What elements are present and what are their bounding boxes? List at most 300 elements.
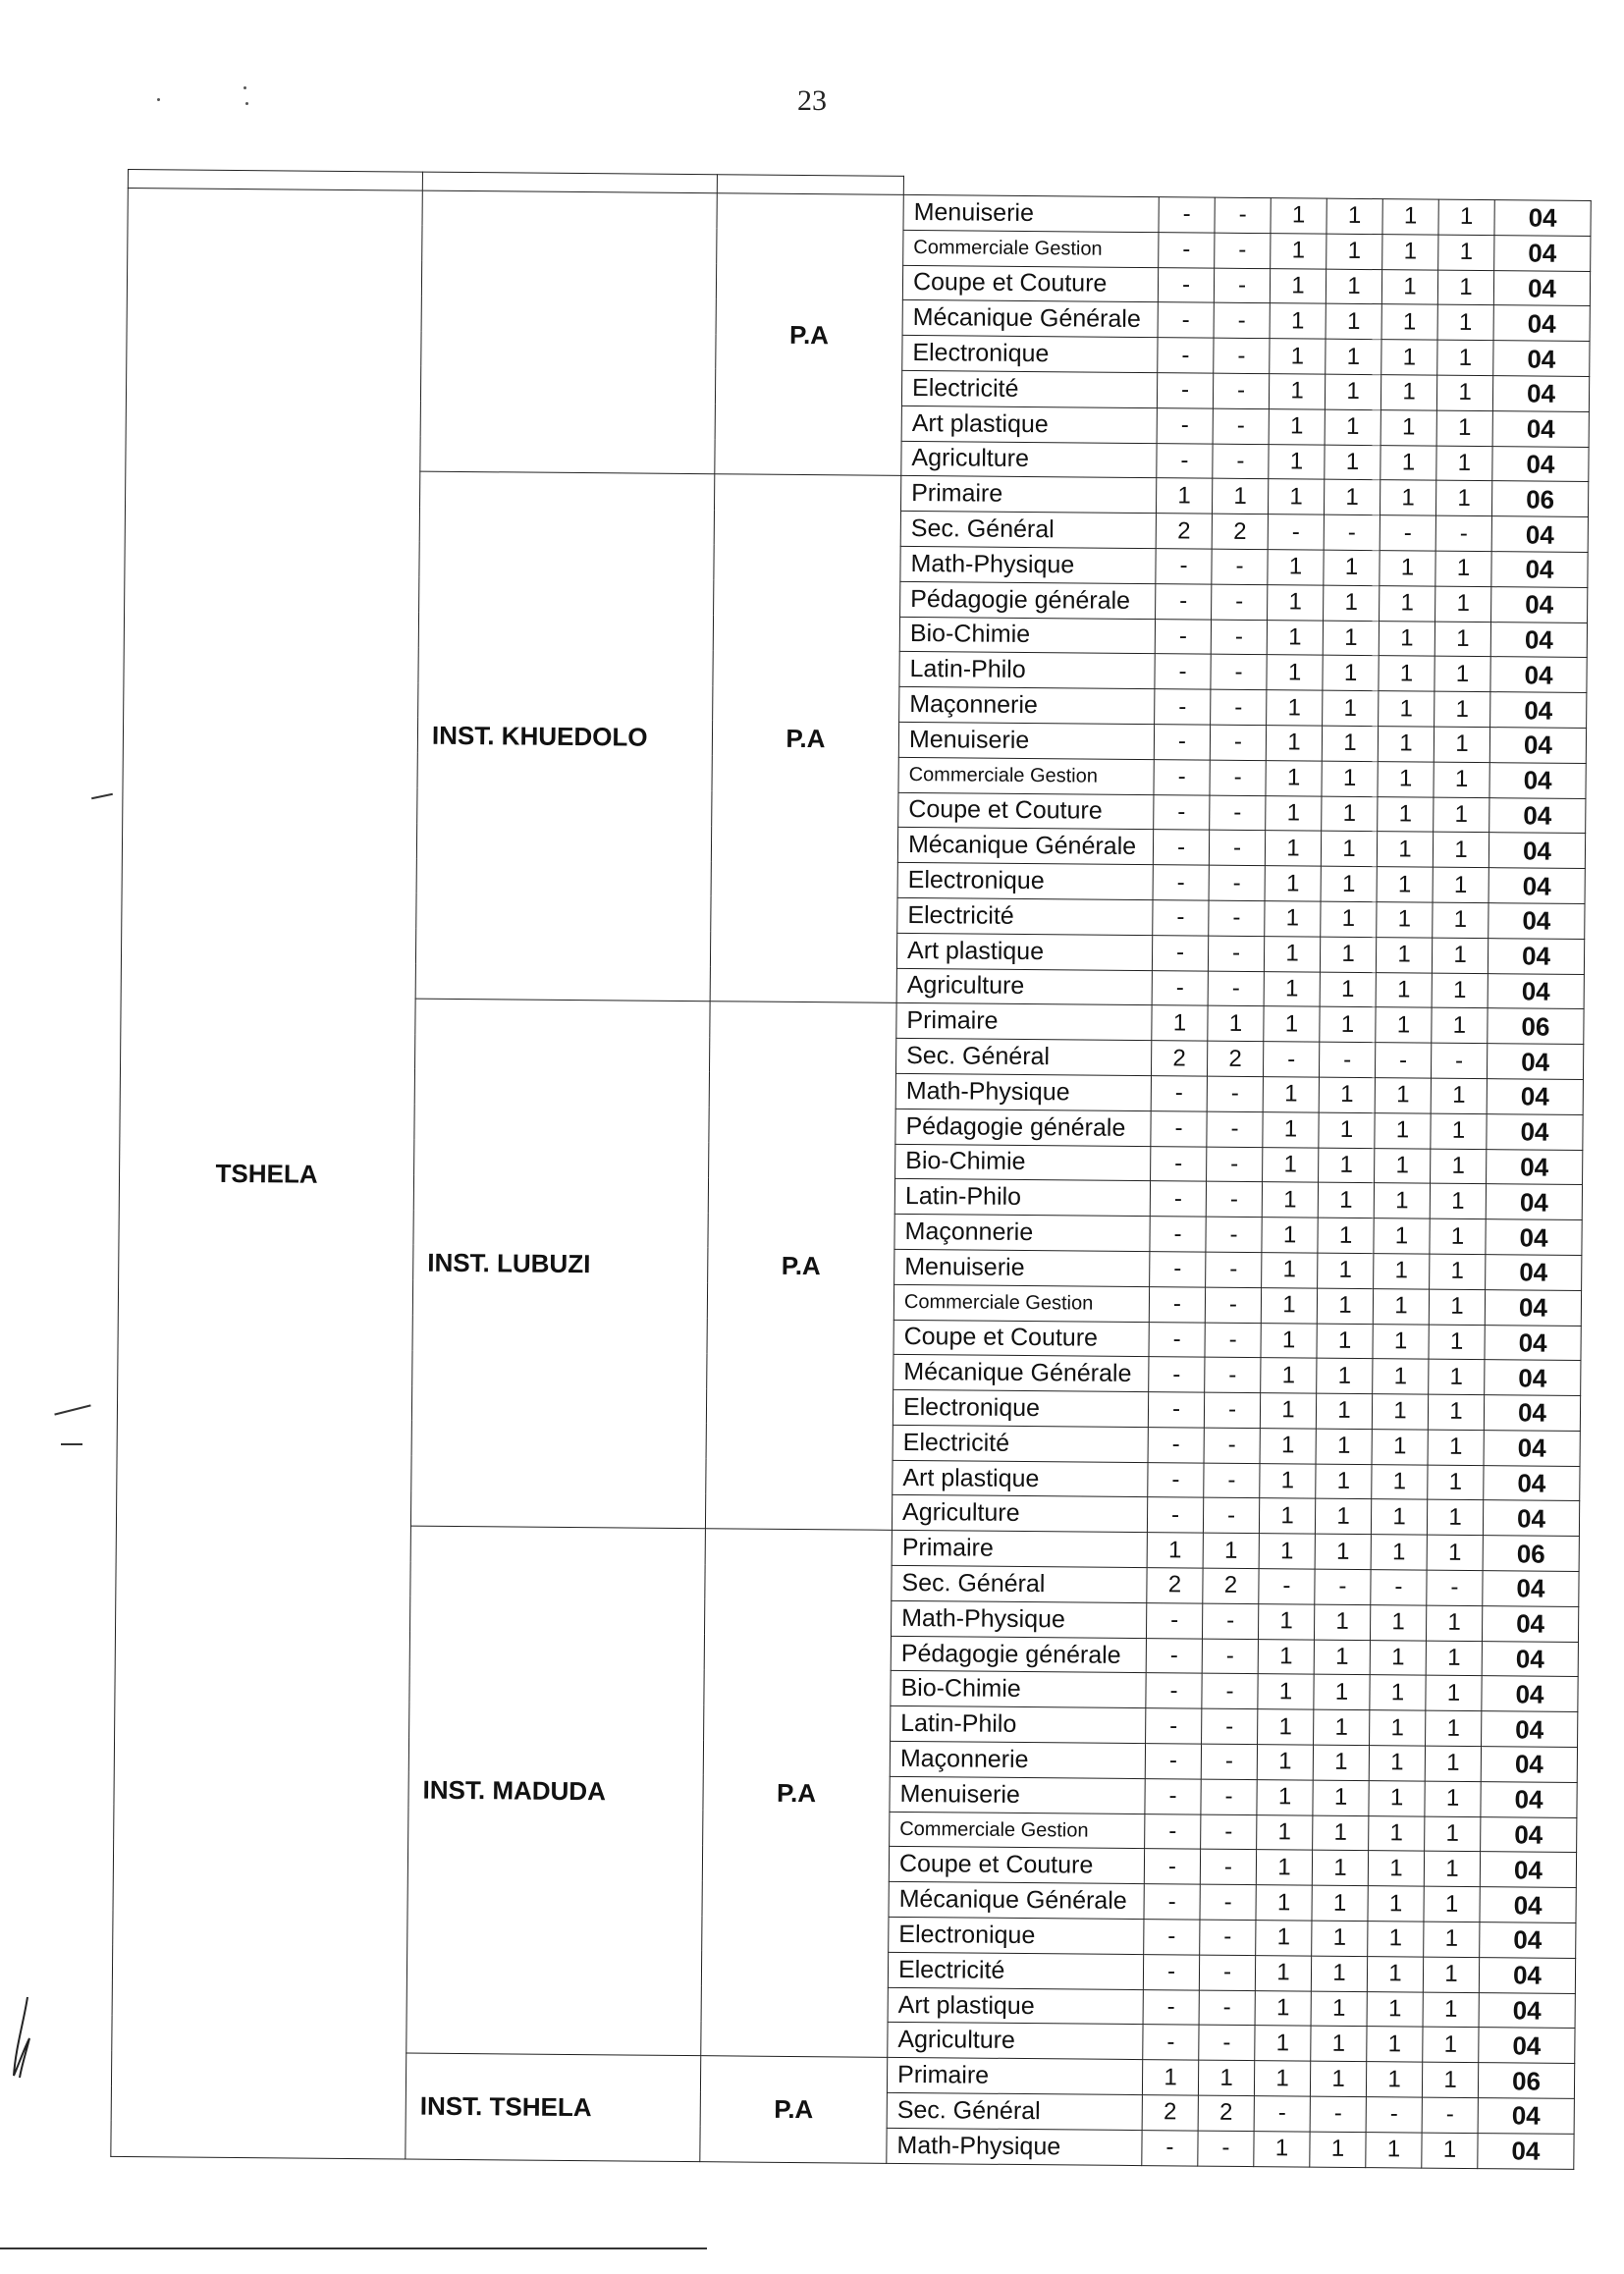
- class-count-cell: 1: [1265, 866, 1321, 901]
- class-count-cell: -: [1157, 407, 1213, 443]
- class-count-cell: -: [1209, 830, 1265, 865]
- total-cell: 04: [1489, 903, 1585, 940]
- class-count-cell: 1: [1316, 1393, 1372, 1429]
- total-cell: 04: [1489, 728, 1586, 764]
- class-count-cell: 1: [1257, 1814, 1313, 1850]
- class-count-cell: -: [1158, 302, 1214, 338]
- page-number: 23: [797, 84, 827, 117]
- class-count-cell: 1: [1433, 832, 1489, 867]
- class-count-cell: -: [1146, 1708, 1202, 1744]
- class-count-cell: -: [1210, 795, 1266, 831]
- class-count-cell: 1: [1266, 760, 1322, 795]
- class-count-cell: -: [1149, 1357, 1205, 1392]
- class-count-cell: 1: [1436, 446, 1492, 481]
- option-cell: Agriculture: [901, 441, 1157, 478]
- class-count-cell: -: [1146, 1638, 1202, 1673]
- class-count-cell: 1: [1156, 478, 1212, 514]
- class-count-cell: 1: [1374, 1254, 1430, 1289]
- class-count-cell: 1: [1326, 304, 1381, 340]
- class-count-cell: -: [1375, 1043, 1431, 1078]
- option-cell: Pédagogie générale: [891, 1636, 1146, 1673]
- class-count-cell: -: [1210, 725, 1266, 760]
- class-count-cell: 1: [1425, 1781, 1481, 1816]
- class-count-cell: 1: [1435, 691, 1490, 727]
- total-cell: 04: [1481, 1747, 1577, 1783]
- class-count-cell: 1: [1270, 268, 1326, 303]
- class-count-cell: 1: [1312, 1921, 1368, 1956]
- class-count-cell: -: [1205, 1287, 1261, 1323]
- class-count-cell: 1: [1372, 1394, 1428, 1430]
- class-count-cell: -: [1199, 1990, 1255, 2026]
- class-count-cell: -: [1431, 1043, 1487, 1078]
- class-count-cell: 1: [1269, 408, 1325, 444]
- table-row: [128, 189, 1591, 237]
- class-count-cell: 1: [1370, 1710, 1426, 1746]
- class-count-cell: -: [1147, 1497, 1203, 1533]
- total-cell: 04: [1482, 1641, 1578, 1677]
- total-cell: 04: [1491, 586, 1588, 623]
- total-cell: 04: [1478, 2133, 1574, 2169]
- class-count-cell: 1: [1435, 551, 1491, 586]
- class-count-cell: -: [1200, 1884, 1256, 1920]
- option-cell: Electricité: [901, 370, 1157, 407]
- total-cell: 04: [1485, 1325, 1581, 1361]
- class-count-cell: -: [1213, 444, 1269, 479]
- class-count-cell: 1: [1426, 1605, 1482, 1641]
- class-count-cell: 1: [1438, 199, 1494, 235]
- class-count-cell: -: [1310, 2096, 1366, 2132]
- class-count-cell: -: [1152, 935, 1208, 970]
- class-count-cell: 1: [1312, 1885, 1368, 1921]
- class-count-cell: -: [1151, 1076, 1207, 1111]
- class-count-cell: 1: [1431, 1113, 1487, 1149]
- class-count-cell: -: [1213, 373, 1269, 408]
- class-count-cell: 1: [1311, 2027, 1367, 2062]
- regime-cell: P.A: [701, 1529, 893, 2058]
- option-cell: Maçonnerie: [894, 1214, 1150, 1251]
- option-cell: Mécanique Générale: [893, 1355, 1149, 1392]
- scan-speck: [244, 86, 246, 89]
- class-count-cell: -: [1143, 1989, 1199, 2025]
- class-count-cell: 1: [1317, 1288, 1373, 1324]
- margin-pen-mark: [61, 1443, 82, 1445]
- total-cell: 04: [1483, 1500, 1579, 1537]
- class-count-cell: -: [1150, 1181, 1206, 1217]
- class-count-cell: 1: [1382, 234, 1438, 269]
- total-cell: 04: [1489, 833, 1585, 869]
- total-cell: 04: [1479, 1992, 1575, 2029]
- class-count-cell: -: [1145, 1814, 1201, 1849]
- class-count-cell: 1: [1271, 198, 1326, 234]
- class-count-cell: 1: [1436, 410, 1492, 446]
- class-count-cell: 1: [1437, 340, 1493, 375]
- class-count-cell: -: [1144, 1849, 1200, 1884]
- option-cell: Sec. Général: [892, 1565, 1147, 1602]
- option-cell: Math-Physique: [891, 1600, 1146, 1638]
- class-count-cell: 1: [1373, 1288, 1429, 1324]
- scan-speck: [245, 102, 248, 105]
- class-count-cell: 1: [1142, 2060, 1198, 2095]
- class-count-cell: -: [1214, 268, 1270, 303]
- class-count-cell: -: [1199, 1955, 1255, 1990]
- option-cell: Primaire: [896, 1003, 1152, 1041]
- option-cell: Maçonnerie: [890, 1741, 1145, 1778]
- total-cell: 04: [1493, 270, 1590, 306]
- total-cell: 04: [1494, 235, 1591, 271]
- class-count-cell: -: [1198, 2131, 1254, 2166]
- class-count-cell: 1: [1260, 1429, 1316, 1464]
- class-count-cell: 1: [1264, 971, 1320, 1006]
- class-count-cell: 1: [1428, 1465, 1484, 1500]
- total-cell: 04: [1488, 973, 1584, 1009]
- class-count-cell: 1: [1256, 1885, 1312, 1921]
- total-cell: 04: [1493, 305, 1590, 342]
- class-count-cell: -: [1158, 267, 1214, 302]
- school-name-cell: INST. LUBUZI: [410, 999, 710, 1529]
- class-count-cell: 1: [1317, 1358, 1373, 1393]
- class-count-cell: 1: [1368, 1886, 1424, 1922]
- class-count-cell: -: [1204, 1428, 1260, 1463]
- class-count-cell: 1: [1266, 726, 1322, 761]
- option-cell: Coupe et Couture: [893, 1320, 1149, 1357]
- total-cell: 04: [1479, 2028, 1575, 2064]
- total-cell: 04: [1492, 446, 1589, 482]
- total-cell: 04: [1486, 1184, 1582, 1220]
- class-count-cell: -: [1151, 1110, 1207, 1146]
- total-cell: 04: [1490, 692, 1587, 729]
- class-count-cell: 1: [1430, 1183, 1486, 1218]
- class-count-cell: 1: [1152, 1005, 1208, 1041]
- option-cell: Coupe et Couture: [889, 1847, 1144, 1884]
- class-count-cell: 2: [1207, 1041, 1263, 1076]
- total-cell: 04: [1487, 1149, 1583, 1185]
- class-count-cell: 1: [1311, 1991, 1367, 2027]
- class-count-cell: 1: [1381, 340, 1437, 375]
- class-count-cell: 1: [1256, 1921, 1312, 1956]
- class-count-cell: 1: [1434, 797, 1489, 833]
- class-count-cell: 1: [1435, 656, 1490, 691]
- class-count-cell: -: [1324, 514, 1380, 550]
- class-count-cell: 2: [1212, 514, 1268, 549]
- class-count-cell: 1: [1314, 1604, 1370, 1640]
- class-count-cell: 1: [1437, 270, 1493, 305]
- class-count-cell: -: [1202, 1708, 1258, 1744]
- option-cell: Maçonnerie: [899, 687, 1155, 725]
- class-count-cell: 1: [1266, 795, 1322, 831]
- total-cell: 04: [1482, 1711, 1578, 1748]
- class-count-cell: 1: [1316, 1429, 1372, 1464]
- class-count-cell: 1: [1369, 1815, 1425, 1851]
- class-count-cell: -: [1207, 1147, 1263, 1182]
- total-cell: 04: [1487, 1113, 1583, 1150]
- option-cell: Electricité: [888, 1952, 1143, 1989]
- class-count-cell: -: [1206, 1217, 1262, 1252]
- class-count-cell: -: [1151, 1146, 1207, 1181]
- school-name-cell: [420, 190, 717, 474]
- class-count-cell: -: [1366, 2097, 1422, 2133]
- class-count-cell: 1: [1422, 2133, 1478, 2168]
- total-cell: 06: [1483, 1536, 1579, 1572]
- class-count-cell: -: [1149, 1286, 1205, 1322]
- class-count-cell: 1: [1263, 1111, 1319, 1147]
- option-cell: Art plastique: [896, 933, 1152, 970]
- class-count-cell: -: [1201, 1814, 1257, 1850]
- class-count-cell: 1: [1313, 1780, 1369, 1815]
- initial-signature-mark: [6, 1993, 45, 2082]
- class-count-cell: 1: [1261, 1358, 1317, 1393]
- class-count-cell: -: [1380, 515, 1435, 551]
- class-count-cell: 1: [1313, 1815, 1369, 1851]
- class-count-cell: 1: [1324, 550, 1380, 585]
- option-cell: Latin-Philo: [899, 652, 1155, 689]
- class-count-cell: 1: [1378, 727, 1434, 762]
- class-count-cell: 1: [1375, 1112, 1431, 1148]
- class-count-cell: 1: [1427, 1535, 1483, 1570]
- class-count-cell: 1: [1268, 584, 1324, 620]
- class-count-cell: 1: [1265, 831, 1321, 866]
- total-cell: 04: [1489, 797, 1586, 834]
- total-cell: 06: [1488, 1008, 1584, 1045]
- option-cell: Commerciale Gestion: [903, 230, 1159, 267]
- class-count-cell: 1: [1260, 1463, 1316, 1498]
- header-cell: [717, 175, 903, 195]
- option-cell: Pédagogie générale: [895, 1109, 1151, 1146]
- class-count-cell: 1: [1198, 2060, 1254, 2095]
- total-cell: 04: [1492, 410, 1589, 447]
- class-count-cell: 1: [1203, 1533, 1259, 1568]
- total-cell: 04: [1493, 341, 1590, 377]
- class-count-cell: 1: [1429, 1325, 1485, 1360]
- class-count-cell: 1: [1264, 936, 1320, 971]
- option-cell: Latin-Philo: [894, 1179, 1150, 1217]
- option-cell: Mécanique Générale: [889, 1882, 1144, 1920]
- class-count-cell: 1: [1260, 1393, 1316, 1429]
- total-cell: 04: [1478, 2098, 1574, 2135]
- class-count-cell: 1: [1434, 762, 1489, 797]
- class-count-cell: 1: [1259, 1498, 1315, 1534]
- class-count-cell: 1: [1323, 656, 1379, 691]
- margin-pen-mark: [91, 793, 113, 800]
- allocation-table-sheet: [110, 169, 1592, 2170]
- class-count-cell: 1: [1435, 622, 1490, 657]
- total-cell: 04: [1480, 1922, 1576, 1959]
- class-count-cell: -: [1159, 197, 1215, 233]
- class-count-cell: 1: [1255, 1990, 1311, 2026]
- total-cell: 04: [1492, 376, 1589, 412]
- total-cell: 04: [1482, 1676, 1578, 1712]
- class-count-cell: 1: [1320, 937, 1376, 972]
- option-cell: Math-Physique: [900, 546, 1156, 583]
- class-count-cell: 1: [1424, 1886, 1480, 1922]
- total-cell: 04: [1484, 1395, 1580, 1432]
- class-count-cell: -: [1371, 1570, 1427, 1605]
- class-count-cell: 1: [1370, 1675, 1426, 1710]
- class-count-cell: -: [1155, 654, 1211, 689]
- class-count-cell: 1: [1319, 1148, 1375, 1183]
- class-count-cell: -: [1146, 1602, 1202, 1638]
- class-count-cell: -: [1153, 865, 1209, 900]
- class-count-cell: -: [1205, 1323, 1261, 1358]
- class-count-cell: 1: [1370, 1604, 1426, 1640]
- class-count-cell: 1: [1432, 973, 1488, 1008]
- class-count-cell: -: [1150, 1252, 1206, 1287]
- total-cell: 04: [1482, 1605, 1578, 1642]
- class-count-cell: 1: [1325, 374, 1380, 409]
- class-count-cell: 2: [1151, 1041, 1207, 1076]
- class-count-cell: -: [1211, 655, 1267, 690]
- class-count-cell: 1: [1373, 1324, 1429, 1359]
- option-cell: Sec. Général: [887, 2092, 1142, 2130]
- class-count-cell: 1: [1435, 481, 1491, 516]
- class-count-cell: 1: [1258, 1639, 1314, 1674]
- class-count-cell: 2: [1198, 2095, 1254, 2131]
- class-count-cell: 1: [1376, 972, 1432, 1007]
- class-count-cell: 1: [1258, 1603, 1314, 1639]
- class-count-cell: -: [1204, 1463, 1260, 1498]
- class-count-cell: 1: [1372, 1464, 1428, 1499]
- class-count-cell: -: [1156, 583, 1212, 619]
- class-count-cell: -: [1152, 970, 1208, 1005]
- class-count-cell: -: [1208, 971, 1264, 1006]
- footer-rule: [0, 2247, 707, 2249]
- total-cell: 04: [1485, 1289, 1581, 1326]
- option-cell: Menuiserie: [903, 194, 1159, 232]
- class-count-cell: 1: [1381, 304, 1437, 340]
- class-count-cell: -: [1202, 1603, 1258, 1639]
- option-cell: Bio-Chimie: [891, 1671, 1146, 1708]
- class-count-cell: -: [1201, 1779, 1257, 1814]
- class-count-cell: 1: [1368, 1922, 1424, 1957]
- class-count-cell: -: [1422, 2097, 1478, 2133]
- class-count-cell: 1: [1379, 656, 1435, 691]
- header-cell: [128, 170, 422, 191]
- class-count-cell: 1: [1366, 2062, 1422, 2097]
- class-count-cell: 1: [1255, 2026, 1311, 2061]
- class-count-cell: -: [1214, 303, 1270, 339]
- total-cell: 04: [1486, 1255, 1582, 1291]
- class-count-cell: 1: [1432, 1007, 1488, 1043]
- class-count-cell: -: [1145, 1778, 1201, 1814]
- option-cell: Primaire: [892, 1531, 1147, 1568]
- total-cell: 04: [1488, 938, 1584, 974]
- class-count-cell: 1: [1208, 1005, 1264, 1041]
- class-count-cell: 1: [1428, 1430, 1484, 1465]
- class-count-cell: 2: [1203, 1568, 1259, 1603]
- class-count-cell: 1: [1262, 1253, 1318, 1288]
- class-count-cell: -: [1153, 830, 1209, 865]
- class-count-cell: 1: [1325, 409, 1380, 445]
- class-count-cell: -: [1154, 794, 1210, 830]
- class-count-cell: 1: [1269, 374, 1325, 409]
- class-count-cell: 1: [1310, 2132, 1366, 2167]
- class-count-cell: 1: [1267, 655, 1323, 690]
- class-count-cell: 1: [1423, 1992, 1479, 2028]
- regime-cell: P.A: [715, 193, 903, 476]
- class-count-cell: 2: [1147, 1568, 1203, 1603]
- class-count-cell: 1: [1270, 339, 1326, 374]
- class-count-cell: -: [1199, 2026, 1255, 2061]
- class-count-cell: -: [1319, 1042, 1375, 1077]
- class-count-cell: 1: [1264, 1006, 1320, 1042]
- class-count-cell: 1: [1424, 1852, 1480, 1887]
- total-cell: 04: [1486, 1219, 1582, 1256]
- option-cell: Pédagogie générale: [900, 581, 1156, 619]
- allocation-table: [110, 169, 1592, 2170]
- class-count-cell: 1: [1325, 445, 1380, 480]
- class-count-cell: 1: [1380, 409, 1436, 445]
- total-cell: 04: [1480, 1852, 1576, 1888]
- class-count-cell: 1: [1372, 1429, 1428, 1464]
- class-count-cell: 1: [1326, 339, 1381, 374]
- class-count-cell: 1: [1377, 902, 1433, 938]
- class-count-cell: -: [1214, 338, 1270, 373]
- class-count-cell: -: [1145, 1744, 1201, 1779]
- class-count-cell: -: [1143, 2025, 1199, 2060]
- class-count-cell: 1: [1370, 1640, 1426, 1675]
- option-cell: Agriculture: [892, 1495, 1147, 1533]
- class-count-cell: 1: [1267, 620, 1323, 655]
- regime-cell: P.A: [710, 474, 901, 1003]
- class-count-cell: -: [1150, 1217, 1206, 1252]
- class-count-cell: 1: [1369, 1746, 1425, 1781]
- school-name-cell: INST. MADUDA: [406, 1526, 706, 2056]
- total-cell: 04: [1481, 1816, 1577, 1853]
- class-count-cell: 1: [1380, 480, 1435, 515]
- option-cell: Art plastique: [901, 406, 1157, 443]
- class-count-cell: 1: [1323, 621, 1379, 656]
- class-count-cell: -: [1157, 373, 1213, 408]
- class-count-cell: -: [1201, 1744, 1257, 1779]
- class-count-cell: 1: [1430, 1218, 1486, 1254]
- class-count-cell: 1: [1261, 1287, 1317, 1323]
- class-count-cell: 1: [1426, 1710, 1482, 1746]
- class-count-cell: 1: [1381, 269, 1437, 304]
- class-count-cell: 1: [1257, 1779, 1313, 1814]
- total-cell: 04: [1494, 200, 1591, 237]
- margin-pen-mark: [54, 1404, 90, 1415]
- total-cell: 04: [1481, 1781, 1577, 1817]
- class-count-cell: -: [1207, 1076, 1263, 1111]
- class-count-cell: 1: [1315, 1499, 1371, 1535]
- class-count-cell: 1: [1326, 198, 1382, 234]
- total-cell: 06: [1478, 2063, 1574, 2099]
- class-count-cell: 1: [1258, 1674, 1314, 1709]
- class-count-cell: 1: [1426, 1676, 1482, 1711]
- class-count-cell: 1: [1367, 2027, 1423, 2062]
- class-count-cell: -: [1210, 760, 1266, 795]
- total-cell: 04: [1490, 622, 1587, 658]
- class-count-cell: -: [1155, 619, 1211, 654]
- class-count-cell: -: [1158, 338, 1214, 373]
- class-count-cell: 1: [1313, 1745, 1369, 1780]
- option-cell: Math-Physique: [895, 1073, 1151, 1110]
- class-count-cell: 1: [1261, 1323, 1317, 1358]
- class-count-cell: 1: [1379, 621, 1435, 656]
- class-count-cell: 1: [1380, 551, 1435, 586]
- class-count-cell: -: [1427, 1570, 1483, 1605]
- class-count-cell: -: [1202, 1639, 1258, 1674]
- option-cell: Electronique: [893, 1389, 1148, 1427]
- class-count-cell: 1: [1212, 479, 1268, 514]
- class-count-cell: 1: [1310, 2061, 1366, 2096]
- class-count-cell: 1: [1318, 1253, 1374, 1288]
- class-count-cell: 1: [1318, 1182, 1374, 1218]
- class-count-cell: -: [1435, 515, 1491, 551]
- class-count-cell: 1: [1430, 1254, 1486, 1289]
- option-cell: Menuiserie: [890, 1776, 1145, 1814]
- class-count-cell: -: [1212, 584, 1268, 620]
- class-count-cell: 1: [1431, 1149, 1487, 1184]
